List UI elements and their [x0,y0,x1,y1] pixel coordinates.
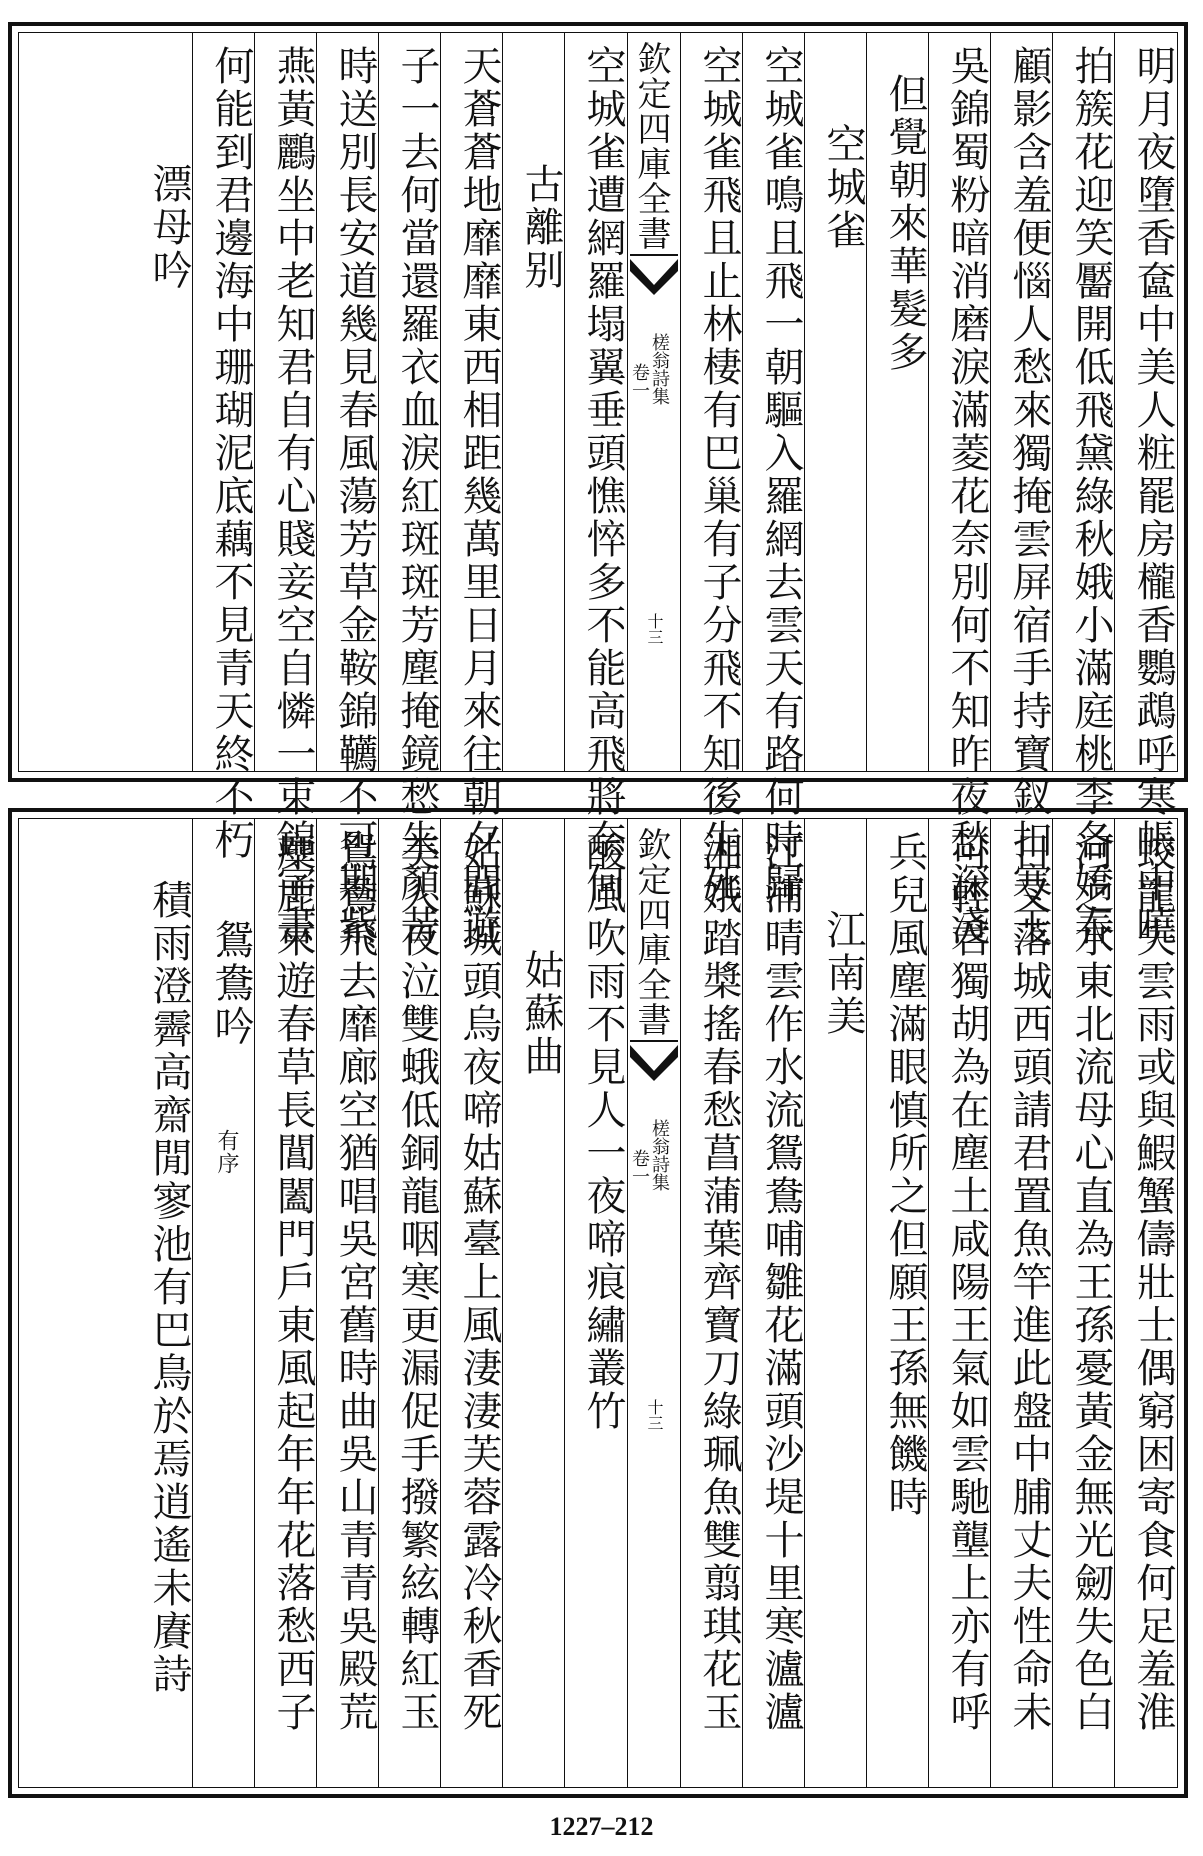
center-fold [627,819,681,1787]
poem-title: 漂母吟 [146,163,192,292]
bottom-page-frame [18,818,1178,1788]
text-column: 空城雀飛且止林棲有巴巢有子分飛不知後生死 [696,45,742,905]
text-column: 可輕君獨胡為在塵土咸陽王氣如雲馳壟上亦有呼 [944,831,990,1734]
center-fold [627,33,681,771]
book-title: 欽定四庫全書 [631,827,671,1037]
text-column: 時送別長安道幾見春風蕩芳草金鞍錦韉不可期紫 [332,45,378,948]
text-column: 空城雀遭網羅塌翼垂頭憔悴多不能高飛將奈何 [580,45,626,905]
text-column: 積雨澄霽高齋閒寥池有巴鳥於焉逍遙未賡詩 [146,879,192,1696]
text-column: 酸風吹雨不見人一夜啼痕繡叢竹 [580,831,626,1433]
text-column: 子一去何當還羅衣血淚紅斑斑芳塵掩鏡愁朱顏昔 [394,45,440,948]
top-page [8,22,1188,948]
text-column: 吳錦蜀粉暗消磨淚滿菱花奈別何不知昨夜愁深淺 [944,45,990,948]
text-column: 明月夜墮香奩中美人粧罷房櫳香鸚鵡呼寒帳中曉 [1130,45,1176,948]
text-column: 天蒼蒼地靡靡東西相距幾萬里日月來往朝夕間遊 [456,45,502,948]
text-column: 美人夜泣雙蛾低銅龍咽寒更漏促手撥繁絃轉紅玉 [394,831,440,1734]
text-column: 湘娥踏槳搖春愁菖蒲葉齊寶刀綠珮魚雙翦琪花玉 [696,831,742,1734]
poem-title: 空城雀 [820,123,866,252]
leaf-number: 十三 [645,1399,664,1431]
poem-title: 姑蘇曲 [518,949,564,1078]
text-column: 日又落城西頭請君置魚竿進此盤中脯丈夫性命未 [1006,831,1052,1734]
collection-title: 槎翁詩集 [649,333,670,405]
preface-note: 有序 [214,1129,239,1175]
volume-label: 卷一 [629,1149,650,1185]
poem-title: 鴛鴦吟 [208,919,254,1048]
text-column: 拍簇花迎笑靨開低飛黛綠秋娥小滿庭桃李各嬌春 [1068,45,1114,948]
text-column: 河之水東北流母心直為王孫憂黃金無光劒失色白 [1068,831,1114,1734]
text-column: 空城雀鳴且飛一朝驅入羅網去雲天有路何時歸 [758,45,804,905]
text-column: 蛟龍失雲雨或與鰕蟹儔壯士偶窮困寄食何足羞淮 [1130,831,1176,1734]
page-reference-number: 1227–212 [549,1812,654,1841]
book-title: 欽定四庫全書 [631,41,671,251]
top-page-frame [18,32,1178,948]
fish-tail-mark-icon [628,1037,680,1087]
bottom-page [8,808,1188,1798]
text-column: 燕黃鸝坐中老知君自有心賤妾空自憐一束錦字書 [270,45,316,948]
text-column: 姑蘇城頭烏夜啼姑蘇臺上風淒淒芙蓉露冷秋香死 [456,831,502,1734]
text-column: 但覺朝來華髮多 [882,73,928,374]
text-column: 何能到君邊海中珊瑚泥底藕不見青天終不朽 [208,45,254,862]
poem-title: 江南美 [820,909,866,1038]
text-column: 麋鹿來遊春草長閶闔門戶東風起年年花落愁西子 [270,831,316,1734]
collection-title: 槎翁詩集 [649,1119,670,1191]
text-column: 鴛鴦飛去靡廊空猶唱吳宮舊時曲吳山青青吳殿荒 [332,831,378,1734]
text-column: 江浦晴雲作水流鴛鴦哺雛花滿頭沙堤十里寒瀘瀘 [758,831,804,1734]
volume-label: 卷一 [629,363,650,399]
fish-tail-mark-icon [628,251,680,301]
leaf-number: 十三 [645,613,664,645]
text-column: 顧影含羞便惱人愁來獨掩雲屏宿手持寶釵扣寒玉 [1006,45,1052,948]
text-column: 兵兒風塵滿眼慎所之但願王孫無饑時 [882,831,928,1519]
poem-title: 古離别 [518,163,564,292]
